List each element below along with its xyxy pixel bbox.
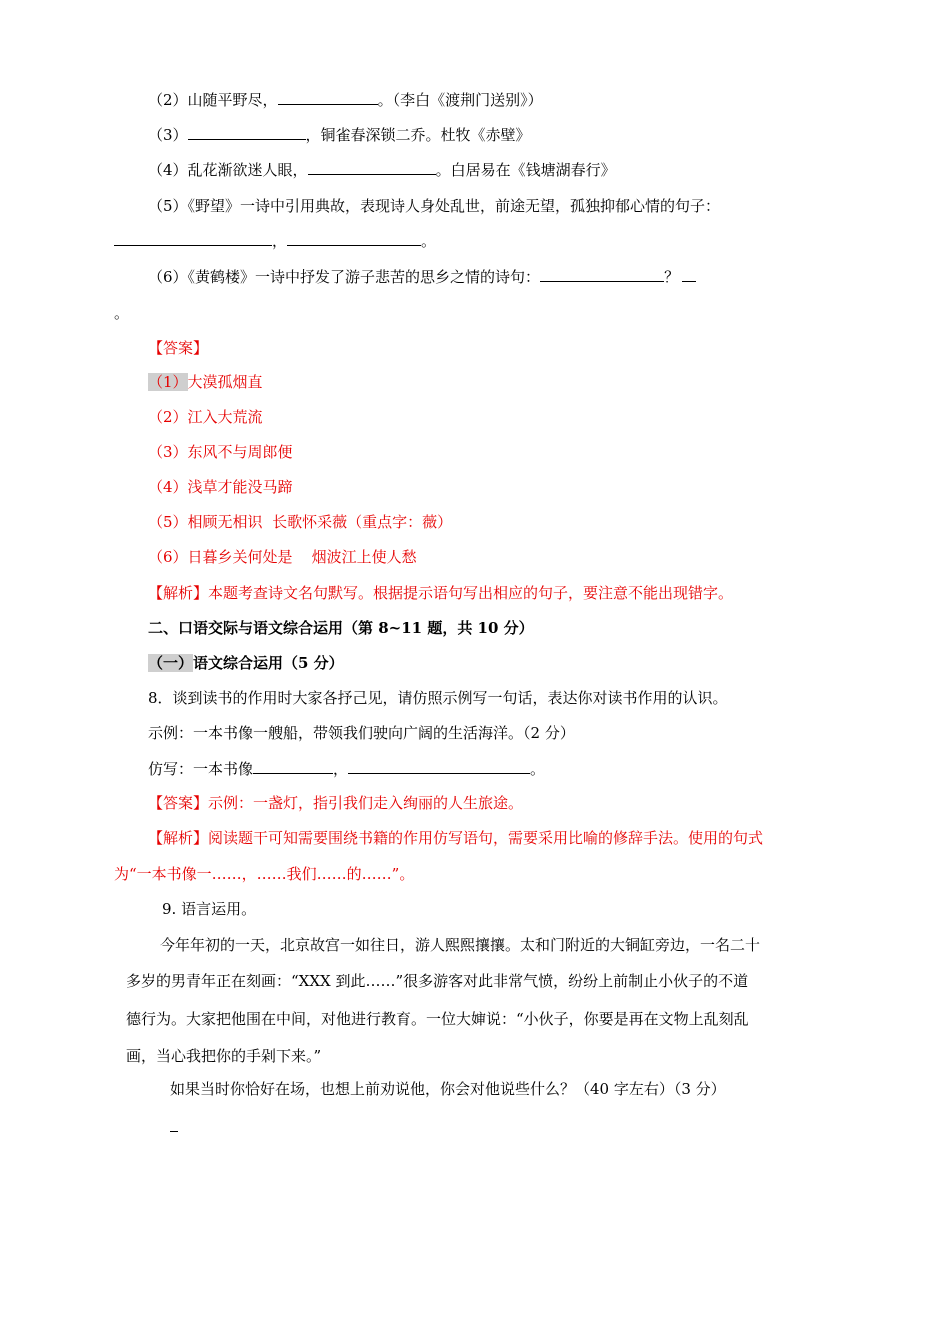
analysis-text: 【解析】本题考查诗文名句默写。根据提示语句写出相应的句子，要注意不能出现错字。 (148, 584, 734, 602)
question-6-end: 。 (114, 304, 130, 322)
q8-answer: 【答案】示例：一盏灯，指引我们走入绚丽的人生旅途。 (148, 794, 524, 812)
question-text: 《黄鹤楼》一诗中抒发了游子悲苦的思乡之情的诗句： (187, 268, 541, 286)
subsection-title: 语文综合运用（5 分） (193, 654, 344, 672)
answer-blank[interactable] (278, 90, 378, 105)
answer-text: 江入大荒流 (187, 408, 263, 426)
section-heading: 二、口语交际与语文综合运用（第 8~11 题，共 10 分） (148, 619, 534, 637)
q9-question: 如果当时你恰好在场，也想上前劝说他，你会对他说些什么？（40 字左右）（3 分） (170, 1080, 726, 1098)
question-4 (148, 159, 616, 181)
answer-item-5 (148, 511, 452, 533)
q9-answer-line[interactable] (170, 1131, 178, 1132)
answer-text: 大漠孤烟直 (187, 373, 263, 391)
question-text: 。白居易在《钱塘湖春行》 (435, 161, 616, 179)
q8-analysis-line-1: 【解析】阅读题干可知需要围绕书籍的作用仿写语句，需要采用比喻的修辞手法。使用的句式 (148, 829, 764, 847)
question-number: （6） (148, 268, 188, 286)
answer-number: （1） (148, 373, 188, 391)
answer-blank[interactable] (540, 267, 664, 282)
answer-number: （3） (148, 443, 188, 461)
subsection-number: （一） (148, 654, 194, 672)
q8-example: 示例：一本书像一艘船，带领我们驶向广阔的生活海洋。（2 分） (148, 724, 575, 742)
answer-text: 日暮乡关何处是 烟波江上使人愁 (187, 548, 417, 566)
question-mark: ？ (664, 268, 680, 286)
question-text: 乱花渐欲迷人眼， (187, 161, 308, 179)
q9-paragraph-line-1: 今年年初的一天，北京故宫一如往日，游人熙熙攘攘。太和门附近的大铜缸旁边，一名二十 (160, 936, 761, 954)
answer-text: 相顾无相识 长歌怀采薇（重点字：薇） (187, 513, 453, 531)
answer-text: 东风不与周郎便 (187, 443, 293, 461)
answer-blank[interactable] (287, 231, 421, 246)
answer-blank[interactable] (114, 231, 272, 246)
imitate-label: 仿写：一本书像 (148, 760, 254, 778)
question-text: 《野望》一诗中引用典故，表现诗人身处乱世，前途无望，孤独抑郁心情的句子： (187, 197, 721, 215)
answer-item-3 (148, 441, 293, 463)
answer-item-4 (148, 476, 293, 498)
question-5 (148, 195, 720, 217)
answer-number: （6） (148, 548, 188, 566)
answer-number: （2） (148, 408, 188, 426)
answer-blank[interactable] (253, 759, 333, 774)
answer-blank[interactable] (188, 125, 306, 140)
answer-label: 【答案】 (148, 339, 209, 357)
q9-paragraph-line-3: 德行为。大家把他围在中间，对他进行教育。一位大婶说：“小伙子，你要是再在文物上乱刻乱 (126, 1010, 749, 1028)
answer-item-2 (148, 406, 263, 428)
question-3 (148, 124, 531, 146)
end-mark: 。 (530, 760, 546, 778)
answer-blank[interactable] (348, 759, 530, 774)
q8-analysis-line-2: 为“一本书像一……，……我们……的……”。 (114, 865, 415, 883)
question-number: （5） (148, 197, 188, 215)
question-number: （2） (148, 91, 188, 109)
q8-prompt: 8．谈到读书的作用时大家各抒己见，请仿照示例写一句话，表达你对读书作用的认识。 (148, 689, 728, 707)
answer-number: （4） (148, 478, 188, 496)
q9-paragraph-line-4: 画，当心我把你的手剁下来。” (126, 1047, 322, 1065)
question-number: （4） (148, 161, 188, 179)
q8-imitate (148, 758, 545, 780)
q9-paragraph-line-2: 多岁的男青年正在刻画：“XXX 到此……”很多游客对此非常气愤，纷纷上前制止小伙子的不道 (126, 972, 749, 990)
question-2 (148, 89, 543, 111)
answer-blank[interactable] (308, 160, 436, 175)
question-number: （3） (148, 126, 188, 144)
separator: ， (333, 760, 349, 778)
question-text: 。（李白《渡荆门送别》） (377, 91, 543, 109)
end-mark: 。 (421, 232, 437, 250)
question-6 (148, 266, 696, 288)
answer-number: （5） (148, 513, 188, 531)
answer-item-1 (148, 371, 263, 393)
answer-blank[interactable] (682, 267, 696, 282)
separator: ， (272, 232, 288, 250)
question-text: ，铜雀春深锁二乔。杜牧《赤壁》 (305, 126, 531, 144)
question-5-line-2 (114, 230, 436, 252)
answer-text: 浅草才能没马蹄 (187, 478, 293, 496)
subsection-heading (148, 652, 344, 674)
answer-item-6 (148, 546, 417, 568)
q9-title: 9. 语言运用。 (162, 900, 257, 918)
question-text: 山随平野尽， (187, 91, 278, 109)
